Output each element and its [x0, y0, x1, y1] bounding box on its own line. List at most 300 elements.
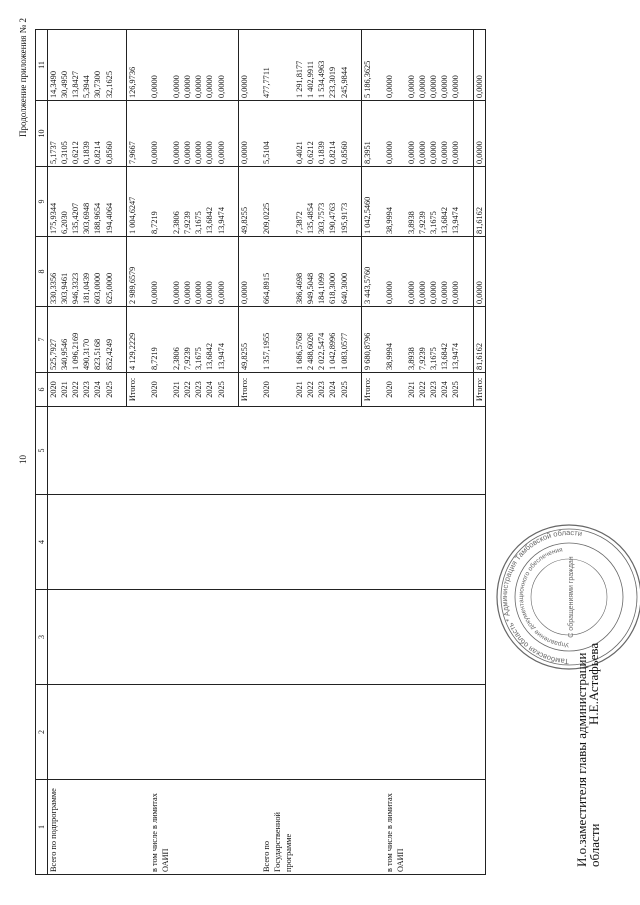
empty-cell [149, 590, 171, 685]
value-cell: 0,0000 [171, 101, 182, 167]
value-cell: 0,6212 [70, 101, 81, 167]
empty-cell [428, 407, 439, 495]
row-label [59, 780, 70, 875]
value-cell: 618,3000 [327, 237, 338, 307]
column-header: 4 [36, 495, 48, 590]
value-cell: 13,9474 [216, 307, 227, 373]
value-cell [250, 101, 261, 167]
table-row [216, 30, 227, 875]
value-cell: 81,6162 [473, 167, 485, 237]
value-cell: 8,3951 [361, 101, 373, 167]
year-cell: 2023 [81, 373, 92, 407]
empty-cell [305, 407, 316, 495]
year-cell [462, 373, 474, 407]
value-cell: 7,9239 [417, 307, 428, 373]
value-cell: 3,1675 [193, 167, 204, 237]
table-row [350, 30, 362, 875]
value-cell: 490,3170 [81, 307, 92, 373]
empty-cell [462, 407, 474, 495]
empty-cell [104, 685, 115, 780]
value-cell: 0,0000 [193, 101, 204, 167]
value-cell: 0,0000 [428, 237, 439, 307]
value-cell: 0,0000 [450, 101, 461, 167]
year-cell: 2022 [305, 373, 316, 407]
empty-cell [126, 685, 138, 780]
empty-cell [406, 407, 417, 495]
table-row [373, 30, 384, 875]
empty-cell [149, 685, 171, 780]
signature-title-line1: И.о.заместителя главы администрации [574, 652, 589, 867]
value-cell: 49,8255 [238, 167, 250, 237]
empty-cell [171, 495, 182, 590]
empty-cell [182, 407, 193, 495]
value-cell: 303,9461 [59, 237, 70, 307]
value-cell: 1 686,5768 [294, 307, 305, 373]
year-cell: Итого: [126, 373, 138, 407]
table-row [138, 30, 149, 875]
value-cell: 13,9474 [450, 307, 461, 373]
value-cell: 0,8560 [339, 101, 350, 167]
empty-cell [250, 685, 261, 780]
value-cell: 135,4207 [70, 167, 81, 237]
value-cell: 38,9994 [384, 167, 406, 237]
continuation-note: Продолжение приложения № 2 [18, 17, 28, 137]
value-cell: 0,8214 [327, 101, 338, 167]
empty-cell [216, 407, 227, 495]
empty-cell [104, 590, 115, 685]
value-cell: 13,6842 [204, 307, 215, 373]
empty-cell [138, 495, 149, 590]
year-cell [250, 373, 261, 407]
empty-cell [81, 685, 92, 780]
empty-cell [305, 685, 316, 780]
value-cell: 0,0000 [450, 30, 461, 101]
empty-cell [406, 590, 417, 685]
empty-cell [115, 495, 127, 590]
empty-cell [126, 495, 138, 590]
year-cell: 2024 [327, 373, 338, 407]
empty-cell [406, 685, 417, 780]
value-cell: 0,0000 [238, 237, 250, 307]
column-header: 3 [36, 590, 48, 685]
table-row [81, 30, 92, 875]
year-cell: 2022 [417, 373, 428, 407]
value-cell: 13,6842 [439, 167, 450, 237]
value-cell: 233,3019 [327, 30, 338, 101]
value-cell: 7,9239 [182, 167, 193, 237]
value-cell: 2,3806 [171, 307, 182, 373]
row-label [473, 780, 485, 875]
year-cell [350, 373, 362, 407]
value-cell: 0,0000 [182, 30, 193, 101]
empty-cell [70, 407, 81, 495]
value-cell: 0,0000 [216, 237, 227, 307]
empty-cell [316, 407, 327, 495]
row-label [327, 780, 338, 875]
value-cell: 13,8427 [70, 30, 81, 101]
empty-cell [294, 495, 305, 590]
value-cell: 1 083,0577 [339, 307, 350, 373]
year-cell: 2021 [406, 373, 417, 407]
row-label [204, 780, 215, 875]
column-header: 7 [36, 307, 48, 373]
empty-cell [138, 407, 149, 495]
empty-cell [350, 590, 362, 685]
value-cell: 0,0000 [473, 237, 485, 307]
empty-cell [227, 407, 239, 495]
value-cell: 2,3806 [171, 167, 182, 237]
year-cell: 2021 [171, 373, 182, 407]
row-label [70, 780, 81, 875]
table-row [227, 30, 239, 875]
value-cell: 1 357,1955 [261, 307, 294, 373]
year-cell: 2023 [193, 373, 204, 407]
table-row [171, 30, 182, 875]
empty-cell [261, 495, 294, 590]
column-header: 6 [36, 373, 48, 407]
row-label [417, 780, 428, 875]
value-cell [115, 237, 127, 307]
table-row [439, 30, 450, 875]
row-label [250, 780, 261, 875]
value-cell [350, 307, 362, 373]
empty-cell [450, 407, 461, 495]
value-cell: 0,0000 [406, 237, 417, 307]
empty-cell [384, 407, 406, 495]
empty-cell [171, 685, 182, 780]
value-cell [138, 101, 149, 167]
row-label [462, 780, 474, 875]
table-row [417, 30, 428, 875]
table-total-row [238, 30, 250, 875]
value-cell: 3,1675 [428, 167, 439, 237]
value-cell: 0,4021 [294, 101, 305, 167]
value-cell: 0,0000 [216, 101, 227, 167]
empty-cell [70, 590, 81, 685]
empty-cell [450, 590, 461, 685]
empty-cell [261, 407, 294, 495]
empty-cell [450, 495, 461, 590]
empty-cell [384, 495, 406, 590]
value-cell: 3,1675 [193, 307, 204, 373]
empty-cell [339, 407, 350, 495]
value-cell: 5 186,3625 [361, 30, 373, 101]
value-cell [250, 307, 261, 373]
empty-cell [373, 685, 384, 780]
value-cell: 209,0225 [261, 167, 294, 237]
value-cell: 38,9994 [384, 307, 406, 373]
year-cell: 2025 [216, 373, 227, 407]
table-header-row [36, 30, 48, 875]
table-row [305, 30, 316, 875]
value-cell: 9 680,8796 [361, 307, 373, 373]
year-cell: 2025 [450, 373, 461, 407]
empty-cell [316, 590, 327, 685]
column-header: 10 [36, 101, 48, 167]
value-cell: 0,0000 [384, 101, 406, 167]
value-cell: 13,9474 [450, 167, 461, 237]
value-cell: 603,0000 [92, 237, 103, 307]
value-cell: 0,0000 [473, 30, 485, 101]
table-row [104, 30, 115, 875]
value-cell [227, 307, 239, 373]
empty-cell [138, 685, 149, 780]
empty-cell [48, 590, 60, 685]
empty-cell [48, 495, 60, 590]
empty-cell [250, 407, 261, 495]
table-row [450, 30, 461, 875]
value-cell: 0,3105 [59, 101, 70, 167]
empty-cell [250, 495, 261, 590]
row-label [115, 780, 127, 875]
stamp-inner-text: Управление документационного обеспечения [517, 546, 570, 649]
empty-cell [428, 685, 439, 780]
row-label: Всего по Государственной программе [261, 780, 294, 875]
value-cell: 13,9474 [216, 167, 227, 237]
empty-cell [104, 407, 115, 495]
value-cell: 30,7300 [92, 30, 103, 101]
year-cell: 2021 [59, 373, 70, 407]
empty-cell [339, 495, 350, 590]
empty-cell [361, 590, 373, 685]
empty-cell [138, 590, 149, 685]
empty-cell [59, 495, 70, 590]
value-cell: 330,3356 [48, 237, 60, 307]
empty-cell [92, 407, 103, 495]
year-cell: 2022 [70, 373, 81, 407]
row-label [216, 780, 227, 875]
empty-cell [238, 407, 250, 495]
row-label [138, 780, 149, 875]
year-cell: 2021 [294, 373, 305, 407]
official-stamp [493, 521, 640, 673]
empty-cell [439, 685, 450, 780]
row-label [439, 780, 450, 875]
year-cell: 2025 [339, 373, 350, 407]
row-label [406, 780, 417, 875]
empty-cell [92, 495, 103, 590]
value-cell: 386,4698 [294, 237, 305, 307]
value-cell: 0,6212 [305, 101, 316, 167]
empty-cell [204, 407, 215, 495]
value-cell [227, 237, 239, 307]
stamp-outer-text: Тамбовская область * Администрация Тамбовской области [499, 527, 583, 667]
empty-cell [81, 407, 92, 495]
table-row [48, 30, 60, 875]
table-row [384, 30, 406, 875]
empty-cell [473, 590, 485, 685]
empty-cell [48, 685, 60, 780]
value-cell: 5,3944 [81, 30, 92, 101]
financing-table [35, 29, 486, 875]
empty-cell [417, 495, 428, 590]
column-header: 5 [36, 407, 48, 495]
table-row [92, 30, 103, 875]
empty-cell [417, 407, 428, 495]
empty-cell [182, 495, 193, 590]
value-cell: 184,1099 [316, 237, 327, 307]
value-cell: 5,1737 [48, 101, 60, 167]
empty-cell [70, 685, 81, 780]
empty-cell [126, 407, 138, 495]
value-cell: 0,8560 [104, 101, 115, 167]
value-cell [115, 307, 127, 373]
year-cell: Итого: [238, 373, 250, 407]
value-cell [115, 167, 127, 237]
empty-cell [384, 590, 406, 685]
table-row [261, 30, 294, 875]
empty-cell [59, 590, 70, 685]
row-label [238, 780, 250, 875]
empty-cell [193, 407, 204, 495]
empty-cell [350, 685, 362, 780]
value-cell: 181,0439 [81, 237, 92, 307]
empty-cell [216, 685, 227, 780]
year-cell: 2023 [316, 373, 327, 407]
value-cell: 1 042,8996 [327, 307, 338, 373]
row-label: в том числе в лимитах ОАИП [384, 780, 406, 875]
value-cell: 32,1625 [104, 30, 115, 101]
value-cell [462, 307, 474, 373]
empty-cell [439, 495, 450, 590]
value-cell: 0,1839 [81, 101, 92, 167]
empty-cell [238, 495, 250, 590]
value-cell: 0,0000 [417, 30, 428, 101]
empty-cell [193, 495, 204, 590]
value-cell: 4 129,2229 [126, 307, 138, 373]
table-body [48, 30, 486, 875]
empty-cell [462, 590, 474, 685]
year-cell: 2020 [149, 373, 171, 407]
year-cell: 2020 [48, 373, 60, 407]
empty-cell [81, 590, 92, 685]
empty-cell [48, 407, 60, 495]
value-cell [227, 30, 239, 101]
value-cell: 0,0000 [204, 101, 215, 167]
value-cell: 0,0000 [417, 237, 428, 307]
empty-cell [204, 590, 215, 685]
empty-cell [204, 495, 215, 590]
value-cell: 0,1839 [316, 101, 327, 167]
value-cell: 0,0000 [193, 237, 204, 307]
value-cell: 188,9654 [92, 167, 103, 237]
empty-cell [373, 590, 384, 685]
value-cell: 7,9239 [417, 167, 428, 237]
row-label [339, 780, 350, 875]
value-cell: 664,8915 [261, 237, 294, 307]
value-cell: 7,9239 [182, 307, 193, 373]
value-cell [462, 101, 474, 167]
value-cell [227, 167, 239, 237]
year-cell: 2024 [92, 373, 103, 407]
value-cell: 2 989,6579 [126, 237, 138, 307]
value-cell: 5,5104 [261, 101, 294, 167]
empty-cell [327, 407, 338, 495]
empty-cell [182, 590, 193, 685]
empty-cell [227, 495, 239, 590]
value-cell: 1 096,2169 [70, 307, 81, 373]
empty-cell [182, 685, 193, 780]
empty-cell [59, 407, 70, 495]
empty-cell [327, 495, 338, 590]
signatory-name: Н.Е.Астафьева [586, 642, 601, 725]
value-cell: 3,8938 [406, 167, 417, 237]
value-cell: 1 534,4963 [316, 30, 327, 101]
year-cell: 2020 [261, 373, 294, 407]
empty-cell [238, 590, 250, 685]
value-cell: 0,0000 [182, 237, 193, 307]
empty-cell [126, 590, 138, 685]
empty-cell [462, 495, 474, 590]
value-cell: 0,0000 [439, 101, 450, 167]
value-cell: 7,9667 [126, 101, 138, 167]
empty-cell [373, 407, 384, 495]
row-label [450, 780, 461, 875]
value-cell: 81,6162 [473, 307, 485, 373]
year-cell [227, 373, 239, 407]
empty-cell [361, 685, 373, 780]
empty-cell [316, 685, 327, 780]
table-row [70, 30, 81, 875]
empty-cell [204, 685, 215, 780]
value-cell: 8,7219 [149, 307, 171, 373]
value-cell: 0,0000 [384, 237, 406, 307]
value-cell: 13,6842 [204, 167, 215, 237]
svg-text:Управление документационного о [518, 546, 569, 648]
value-cell: 8,7219 [149, 167, 171, 237]
row-label [92, 780, 103, 875]
row-label [126, 780, 138, 875]
column-header: 8 [36, 237, 48, 307]
value-cell: 625,0000 [104, 237, 115, 307]
empty-cell [439, 407, 450, 495]
row-label [81, 780, 92, 875]
year-cell: 2023 [428, 373, 439, 407]
empty-cell [350, 407, 362, 495]
value-cell: 949,5048 [305, 237, 316, 307]
value-cell: 946,3323 [70, 237, 81, 307]
value-cell: 30,4950 [59, 30, 70, 101]
empty-cell [250, 590, 261, 685]
value-cell: 49,8255 [238, 307, 250, 373]
year-cell [373, 373, 384, 407]
value-cell: 0,0000 [204, 237, 215, 307]
value-cell: 0,0000 [149, 237, 171, 307]
empty-cell [428, 495, 439, 590]
empty-cell [417, 590, 428, 685]
value-cell: 194,4064 [104, 167, 115, 237]
value-cell: 0,0000 [204, 30, 215, 101]
value-cell [373, 167, 384, 237]
year-cell: 2024 [439, 373, 450, 407]
row-label: Всего по подпрограмме [48, 780, 60, 875]
value-cell [462, 167, 474, 237]
row-label [227, 780, 239, 875]
row-label: в том числе в лимитах ОАИП [149, 780, 171, 875]
empty-cell [406, 495, 417, 590]
empty-cell [316, 495, 327, 590]
value-cell [138, 237, 149, 307]
empty-cell [261, 590, 294, 685]
value-cell: 640,3000 [339, 237, 350, 307]
value-cell: 0,0000 [238, 101, 250, 167]
empty-cell [327, 685, 338, 780]
value-cell: 525,7927 [48, 307, 60, 373]
empty-cell [149, 495, 171, 590]
empty-cell [115, 407, 127, 495]
stamp-center-text: С обращениями граждан [568, 556, 575, 638]
value-cell: 0,0000 [439, 237, 450, 307]
